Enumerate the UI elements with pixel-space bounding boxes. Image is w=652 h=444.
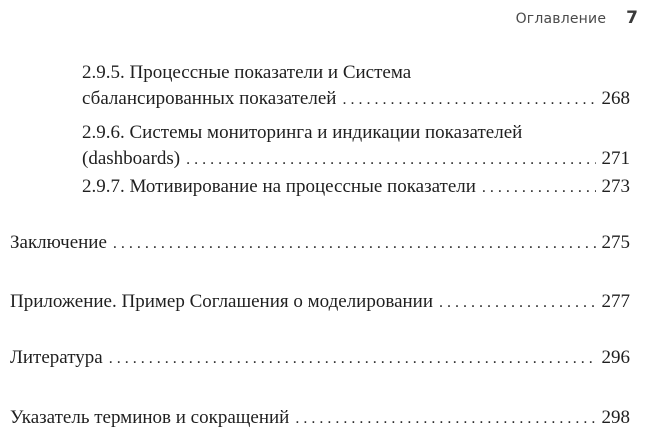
dot-leader xyxy=(342,87,595,113)
toc-entry-page: 271 xyxy=(601,148,630,169)
toc-entry-conclusion[interactable] xyxy=(10,230,630,257)
toc-entry-title-line1: 2.9.5. Процессные показатели и Система xyxy=(82,62,412,83)
dot-leader xyxy=(439,290,595,316)
dot-leader xyxy=(295,406,595,432)
toc-entry-page: 298 xyxy=(601,407,630,428)
toc-entry-title-line2: сбалансированных показателей xyxy=(82,88,337,109)
toc-entry-title: 2.9.7. Мотивирование на процессные показатели xyxy=(82,176,476,197)
toc-entry-page: 273 xyxy=(601,176,630,197)
page-number: 7 xyxy=(626,8,638,28)
toc-entry-page: 268 xyxy=(601,88,630,109)
toc-entry-title: Приложение. Пример Соглашения о моделировании xyxy=(10,291,434,312)
toc-entry-title-line1: 2.9.6. Системы мониторинга и индикации показателей xyxy=(82,122,523,143)
toc-entry-title: Заключение xyxy=(10,232,107,253)
dot-leader xyxy=(109,346,596,372)
toc-entry-literature[interactable] xyxy=(10,345,630,372)
toc-entry-2-9-7[interactable] xyxy=(82,174,630,201)
dot-leader xyxy=(186,147,595,173)
toc-entry-appendix[interactable] xyxy=(10,289,630,316)
toc-entry-2-9-6[interactable] xyxy=(82,120,630,173)
toc-entry-title: Литература xyxy=(10,347,103,368)
toc-entry-2-9-5[interactable] xyxy=(82,60,630,113)
dot-leader xyxy=(482,175,596,201)
toc-entry-index[interactable] xyxy=(10,405,630,432)
toc-entry-page: 296 xyxy=(601,347,630,368)
running-title: Оглавление xyxy=(515,11,607,27)
toc-entry-page: 275 xyxy=(601,232,630,253)
toc-entry-page: 277 xyxy=(601,291,630,312)
dot-leader xyxy=(113,231,596,257)
toc-entry-title-line2: (dashboards) xyxy=(82,148,181,169)
toc-entry-title: Указатель терминов и сокращений xyxy=(10,407,290,428)
